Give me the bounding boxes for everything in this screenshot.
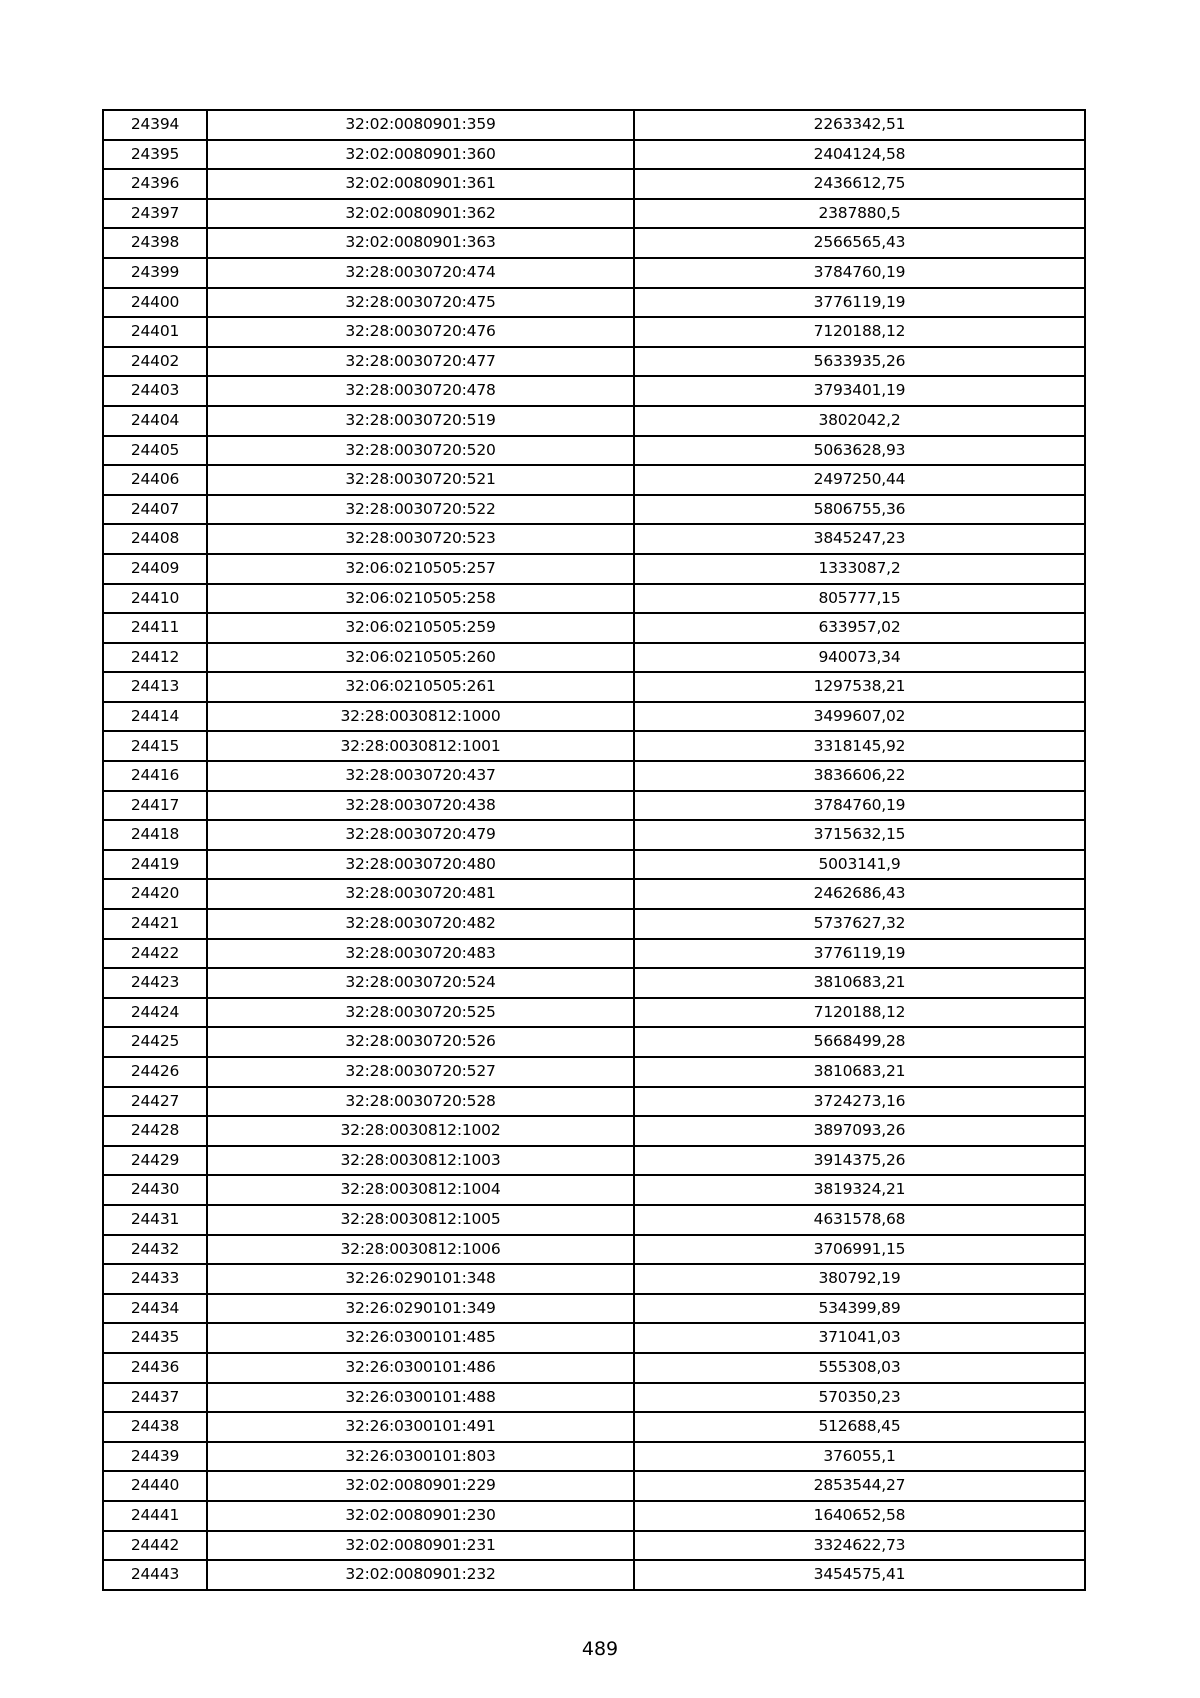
- value-cell: 3776119,19: [634, 939, 1085, 969]
- row-number-cell: 24433: [103, 1264, 207, 1294]
- value-cell: 3793401,19: [634, 376, 1085, 406]
- table-row: [103, 672, 1085, 702]
- row-number-cell: 24409: [103, 554, 207, 584]
- value-cell: 1640652,58: [634, 1501, 1085, 1531]
- value-cell: 3715632,15: [634, 820, 1085, 850]
- table-row: [103, 1057, 1085, 1087]
- cadastral-number-cell: 32:28:0030720:478: [207, 376, 634, 406]
- row-number-cell: 24429: [103, 1146, 207, 1176]
- cadastral-number-cell: 32:28:0030720:525: [207, 998, 634, 1028]
- cadastral-number-cell: 32:28:0030812:1003: [207, 1146, 634, 1176]
- cadastral-number-cell: 32:28:0030720:527: [207, 1057, 634, 1087]
- row-number-cell: 24428: [103, 1116, 207, 1146]
- table-row: [103, 258, 1085, 288]
- value-cell: 5003141,9: [634, 850, 1085, 880]
- table-row: [103, 1235, 1085, 1265]
- row-number-cell: 24399: [103, 258, 207, 288]
- table-body: [103, 110, 1085, 1590]
- table-row: [103, 1027, 1085, 1057]
- row-number-cell: 24439: [103, 1442, 207, 1472]
- cadastral-number-cell: 32:02:0080901:232: [207, 1560, 634, 1590]
- cadastral-number-cell: 32:06:0210505:261: [207, 672, 634, 702]
- table-row: [103, 1323, 1085, 1353]
- value-cell: 3784760,19: [634, 791, 1085, 821]
- table-row: [103, 554, 1085, 584]
- table-row: [103, 1442, 1085, 1472]
- value-cell: 380792,19: [634, 1264, 1085, 1294]
- value-cell: 5633935,26: [634, 347, 1085, 377]
- cadastral-number-cell: 32:26:0300101:803: [207, 1442, 634, 1472]
- row-number-cell: 24437: [103, 1383, 207, 1413]
- table-row: [103, 228, 1085, 258]
- value-cell: 3914375,26: [634, 1146, 1085, 1176]
- row-number-cell: 24435: [103, 1323, 207, 1353]
- cadastral-number-cell: 32:28:0030720:438: [207, 791, 634, 821]
- table-row: [103, 1205, 1085, 1235]
- row-number-cell: 24438: [103, 1412, 207, 1442]
- row-number-cell: 24394: [103, 110, 207, 140]
- cadastral-number-cell: 32:28:0030720:475: [207, 288, 634, 318]
- cadastral-number-cell: 32:28:0030720:437: [207, 761, 634, 791]
- value-cell: 3454575,41: [634, 1560, 1085, 1590]
- row-number-cell: 24431: [103, 1205, 207, 1235]
- value-cell: 5668499,28: [634, 1027, 1085, 1057]
- cadastral-number-cell: 32:28:0030720:477: [207, 347, 634, 377]
- table-row: [103, 998, 1085, 1028]
- cadastral-number-cell: 32:02:0080901:230: [207, 1501, 634, 1531]
- table-row: [103, 524, 1085, 554]
- row-number-cell: 24421: [103, 909, 207, 939]
- row-number-cell: 24422: [103, 939, 207, 969]
- table-row: [103, 1471, 1085, 1501]
- table-row: [103, 1353, 1085, 1383]
- table-row: [103, 1087, 1085, 1117]
- table-row: [103, 909, 1085, 939]
- row-number-cell: 24412: [103, 643, 207, 673]
- cadastral-number-cell: 32:26:0290101:349: [207, 1294, 634, 1324]
- table-row: [103, 495, 1085, 525]
- cadastral-number-cell: 32:28:0030720:519: [207, 406, 634, 436]
- table-row: [103, 731, 1085, 761]
- value-cell: 3845247,23: [634, 524, 1085, 554]
- table-row: [103, 820, 1085, 850]
- value-cell: 940073,34: [634, 643, 1085, 673]
- value-cell: 3324622,73: [634, 1531, 1085, 1561]
- value-cell: 3784760,19: [634, 258, 1085, 288]
- row-number-cell: 24426: [103, 1057, 207, 1087]
- page-number: 489: [581, 1638, 619, 1660]
- value-cell: 2404124,58: [634, 140, 1085, 170]
- cadastre-value-table: [102, 109, 1086, 1591]
- row-number-cell: 24443: [103, 1560, 207, 1590]
- table-row: [103, 968, 1085, 998]
- table-row: [103, 702, 1085, 732]
- table-row: [103, 317, 1085, 347]
- cadastral-number-cell: 32:02:0080901:363: [207, 228, 634, 258]
- value-cell: 1297538,21: [634, 672, 1085, 702]
- value-cell: 3802042,2: [634, 406, 1085, 436]
- row-number-cell: 24405: [103, 436, 207, 466]
- cadastral-number-cell: 32:26:0290101:348: [207, 1264, 634, 1294]
- cadastral-number-cell: 32:28:0030812:1004: [207, 1175, 634, 1205]
- value-cell: 4631578,68: [634, 1205, 1085, 1235]
- cadastral-number-cell: 32:02:0080901:231: [207, 1531, 634, 1561]
- value-cell: 1333087,2: [634, 554, 1085, 584]
- table-row: [103, 1560, 1085, 1590]
- cadastral-number-cell: 32:28:0030720:523: [207, 524, 634, 554]
- table-row: [103, 791, 1085, 821]
- value-cell: 5063628,93: [634, 436, 1085, 466]
- value-cell: 2497250,44: [634, 465, 1085, 495]
- cadastral-number-cell: 32:28:0030720:476: [207, 317, 634, 347]
- value-cell: 805777,15: [634, 584, 1085, 614]
- table-row: [103, 879, 1085, 909]
- cadastral-number-cell: 32:02:0080901:361: [207, 169, 634, 199]
- table-row: [103, 613, 1085, 643]
- row-number-cell: 24414: [103, 702, 207, 732]
- value-cell: 3836606,22: [634, 761, 1085, 791]
- table-row: [103, 169, 1085, 199]
- value-cell: 3897093,26: [634, 1116, 1085, 1146]
- value-cell: 2263342,51: [634, 110, 1085, 140]
- cadastral-number-cell: 32:26:0300101:486: [207, 1353, 634, 1383]
- value-cell: 3810683,21: [634, 968, 1085, 998]
- value-cell: 555308,03: [634, 1353, 1085, 1383]
- cadastral-number-cell: 32:28:0030812:1002: [207, 1116, 634, 1146]
- value-cell: 3724273,16: [634, 1087, 1085, 1117]
- value-cell: 5806755,36: [634, 495, 1085, 525]
- table-row: [103, 140, 1085, 170]
- value-cell: 3810683,21: [634, 1057, 1085, 1087]
- row-number-cell: 24403: [103, 376, 207, 406]
- cadastral-number-cell: 32:02:0080901:359: [207, 110, 634, 140]
- value-cell: 512688,45: [634, 1412, 1085, 1442]
- cadastral-number-cell: 32:28:0030720:522: [207, 495, 634, 525]
- row-number-cell: 24420: [103, 879, 207, 909]
- row-number-cell: 24398: [103, 228, 207, 258]
- value-cell: 534399,89: [634, 1294, 1085, 1324]
- table-row: [103, 939, 1085, 969]
- value-cell: 5737627,32: [634, 909, 1085, 939]
- value-cell: 3819324,21: [634, 1175, 1085, 1205]
- row-number-cell: 24401: [103, 317, 207, 347]
- cadastral-number-cell: 32:02:0080901:362: [207, 199, 634, 229]
- row-number-cell: 24419: [103, 850, 207, 880]
- table-row: [103, 1175, 1085, 1205]
- value-cell: 633957,02: [634, 613, 1085, 643]
- row-number-cell: 24417: [103, 791, 207, 821]
- table-row: [103, 376, 1085, 406]
- table-row: [103, 406, 1085, 436]
- row-number-cell: 24432: [103, 1235, 207, 1265]
- row-number-cell: 24408: [103, 524, 207, 554]
- cadastral-number-cell: 32:28:0030720:528: [207, 1087, 634, 1117]
- table-row: [103, 643, 1085, 673]
- row-number-cell: 24402: [103, 347, 207, 377]
- cadastral-number-cell: 32:28:0030720:521: [207, 465, 634, 495]
- row-number-cell: 24404: [103, 406, 207, 436]
- row-number-cell: 24397: [103, 199, 207, 229]
- table-row: [103, 761, 1085, 791]
- table-row: [103, 436, 1085, 466]
- row-number-cell: 24410: [103, 584, 207, 614]
- row-number-cell: 24396: [103, 169, 207, 199]
- value-cell: 3776119,19: [634, 288, 1085, 318]
- row-number-cell: 24418: [103, 820, 207, 850]
- value-cell: 2462686,43: [634, 879, 1085, 909]
- value-cell: 376055,1: [634, 1442, 1085, 1472]
- cadastral-number-cell: 32:28:0030812:1001: [207, 731, 634, 761]
- table-row: [103, 1116, 1085, 1146]
- cadastral-number-cell: 32:28:0030720:481: [207, 879, 634, 909]
- value-cell: 3499607,02: [634, 702, 1085, 732]
- cadastral-number-cell: 32:28:0030720:520: [207, 436, 634, 466]
- row-number-cell: 24430: [103, 1175, 207, 1205]
- cadastral-number-cell: 32:28:0030720:480: [207, 850, 634, 880]
- cadastral-number-cell: 32:28:0030720:483: [207, 939, 634, 969]
- row-number-cell: 24407: [103, 495, 207, 525]
- row-number-cell: 24436: [103, 1353, 207, 1383]
- table-row: [103, 347, 1085, 377]
- table-row: [103, 288, 1085, 318]
- row-number-cell: 24442: [103, 1531, 207, 1561]
- table-row: [103, 1294, 1085, 1324]
- value-cell: 2853544,27: [634, 1471, 1085, 1501]
- row-number-cell: 24415: [103, 731, 207, 761]
- value-cell: 7120188,12: [634, 998, 1085, 1028]
- cadastral-number-cell: 32:06:0210505:258: [207, 584, 634, 614]
- row-number-cell: 24424: [103, 998, 207, 1028]
- row-number-cell: 24416: [103, 761, 207, 791]
- row-number-cell: 24411: [103, 613, 207, 643]
- value-cell: 2387880,5: [634, 199, 1085, 229]
- row-number-cell: 24413: [103, 672, 207, 702]
- table-row: [103, 1383, 1085, 1413]
- table-row: [103, 1264, 1085, 1294]
- row-number-cell: 24427: [103, 1087, 207, 1117]
- cadastral-number-cell: 32:26:0300101:488: [207, 1383, 634, 1413]
- row-number-cell: 24434: [103, 1294, 207, 1324]
- value-cell: 3318145,92: [634, 731, 1085, 761]
- cadastral-number-cell: 32:28:0030720:526: [207, 1027, 634, 1057]
- value-cell: 2436612,75: [634, 169, 1085, 199]
- cadastral-number-cell: 32:02:0080901:360: [207, 140, 634, 170]
- row-number-cell: 24441: [103, 1501, 207, 1531]
- table-row: [103, 1146, 1085, 1176]
- table-row: [103, 1531, 1085, 1561]
- table-row: [103, 850, 1085, 880]
- table-row: [103, 199, 1085, 229]
- table-row: [103, 1412, 1085, 1442]
- cadastral-number-cell: 32:28:0030812:1005: [207, 1205, 634, 1235]
- row-number-cell: 24440: [103, 1471, 207, 1501]
- row-number-cell: 24425: [103, 1027, 207, 1057]
- cadastral-number-cell: 32:02:0080901:229: [207, 1471, 634, 1501]
- table-row: [103, 110, 1085, 140]
- row-number-cell: 24395: [103, 140, 207, 170]
- cadastral-number-cell: 32:28:0030812:1006: [207, 1235, 634, 1265]
- cadastral-number-cell: 32:06:0210505:260: [207, 643, 634, 673]
- cadastral-number-cell: 32:06:0210505:257: [207, 554, 634, 584]
- row-number-cell: 24406: [103, 465, 207, 495]
- table-row: [103, 465, 1085, 495]
- table-row: [103, 584, 1085, 614]
- row-number-cell: 24423: [103, 968, 207, 998]
- cadastral-number-cell: 32:28:0030720:479: [207, 820, 634, 850]
- value-cell: 2566565,43: [634, 228, 1085, 258]
- cadastral-number-cell: 32:26:0300101:485: [207, 1323, 634, 1353]
- cadastral-number-cell: 32:28:0030720:524: [207, 968, 634, 998]
- cadastral-number-cell: 32:28:0030720:482: [207, 909, 634, 939]
- row-number-cell: 24400: [103, 288, 207, 318]
- value-cell: 3706991,15: [634, 1235, 1085, 1265]
- cadastral-number-cell: 32:28:0030720:474: [207, 258, 634, 288]
- value-cell: 570350,23: [634, 1383, 1085, 1413]
- value-cell: 7120188,12: [634, 317, 1085, 347]
- value-cell: 371041,03: [634, 1323, 1085, 1353]
- cadastral-number-cell: 32:28:0030812:1000: [207, 702, 634, 732]
- table-row: [103, 1501, 1085, 1531]
- cadastral-number-cell: 32:06:0210505:259: [207, 613, 634, 643]
- cadastral-number-cell: 32:26:0300101:491: [207, 1412, 634, 1442]
